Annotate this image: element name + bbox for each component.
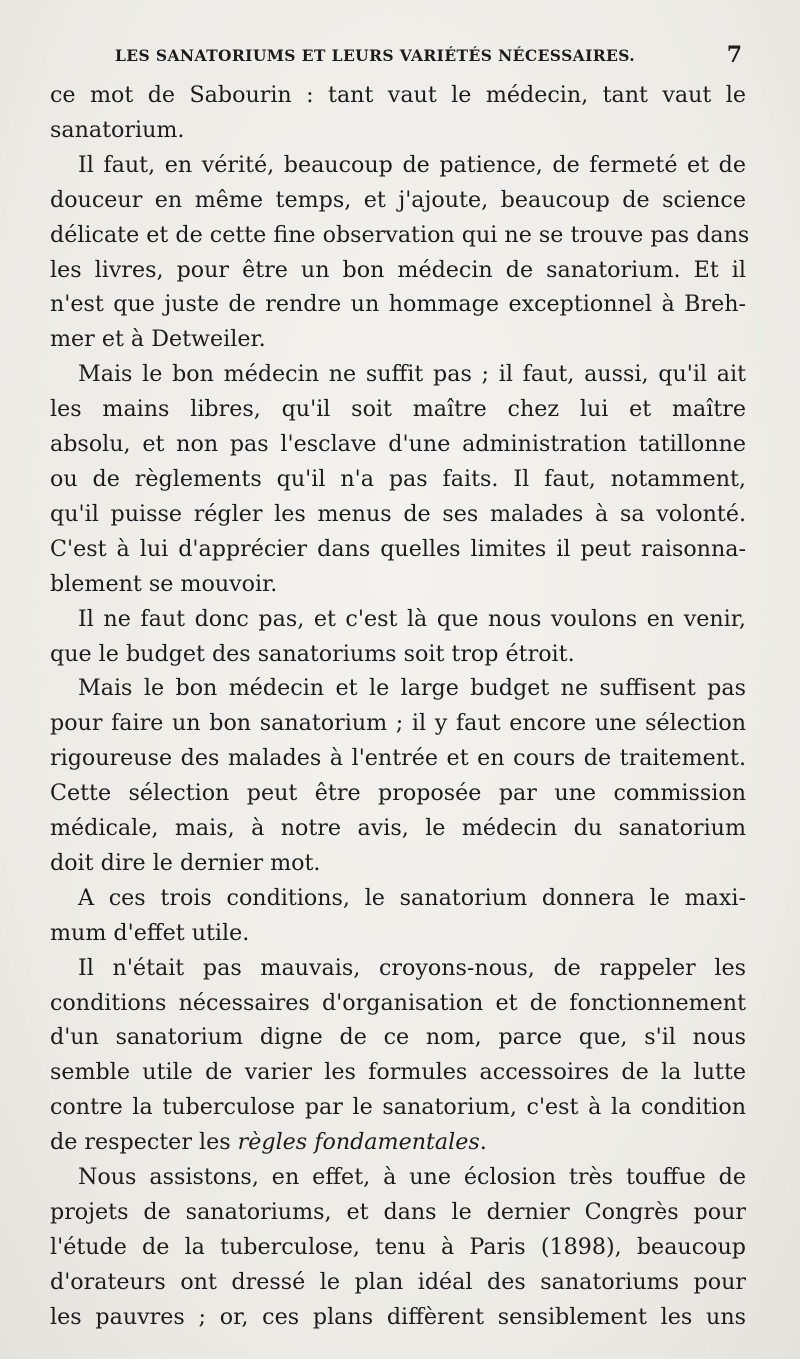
text-line: délicate et de cette fine observation qui ne se trouve pas dans bbox=[50, 221, 750, 248]
text-line: Il ne faut donc pas, et c'est là que nous voulons en venir, bbox=[78, 605, 746, 632]
text-line: l'étude de la tuberculose, tenu à Paris (1898), beaucoup bbox=[50, 1233, 746, 1260]
text-line: projets de sanatoriums, et dans le dernier Congrès pour bbox=[50, 1199, 746, 1225]
text-line: qu'il puisse régler les menus de ses malades à sa volonté. bbox=[50, 500, 746, 527]
italic-phrase: règles fondamentales bbox=[237, 1129, 480, 1156]
text-line: Nous assistons, en effet, à une éclosion très touffue de bbox=[78, 1164, 746, 1191]
text-line: doit dire le dernier mot. bbox=[50, 849, 321, 876]
text-line: absolu, et non pas l'esclave d'une administration tatillonne bbox=[50, 431, 746, 458]
text-line: Mais le bon médecin ne suffit pas ; il faut, aussi, qu'il ait bbox=[78, 361, 746, 388]
body-text bbox=[50, 78, 750, 1335]
text-line: Il faut, en vérité, beaucoup de patience, de fermeté et de bbox=[78, 151, 746, 178]
text-line: que le budget des sanatoriums soit trop étroit. bbox=[50, 640, 575, 667]
paragraph-1 bbox=[50, 78, 746, 148]
text-line bbox=[50, 1125, 746, 1160]
text-line: ou de règlements qu'il n'a pas faits. Il faut, notamment, bbox=[50, 465, 746, 492]
text-line: les pauvres ; or, ces plans diffèrent sensiblement les uns bbox=[50, 1303, 746, 1330]
paragraph-4 bbox=[50, 602, 746, 672]
paragraph-6 bbox=[50, 881, 746, 951]
text-line: A ces trois conditions, le sanatorium donnera le maxi- bbox=[78, 884, 746, 911]
paragraph-2 bbox=[50, 148, 750, 357]
page-number: 7 bbox=[726, 42, 742, 68]
text-line: mum d'effet utile. bbox=[50, 919, 250, 946]
text-line: d'un sanatorium digne de ce nom, parce que, s'il nous bbox=[50, 1024, 746, 1051]
text-line: les mains libres, qu'il soit maître chez lui et maître bbox=[50, 396, 746, 423]
text-line: mer et à Detweiler. bbox=[50, 326, 266, 353]
text-line: C'est à lui d'apprécier dans quelles limites il peut raisonna- bbox=[50, 535, 746, 562]
text-line: ce mot de Sabourin : tant vaut le médecin, tant vaut le bbox=[50, 82, 746, 108]
text-line: blement se mouvoir. bbox=[50, 570, 278, 597]
paragraph-7 bbox=[50, 951, 746, 1160]
running-head bbox=[50, 42, 750, 76]
text-line: n'est que juste de rendre un hommage exceptionnel à Breh- bbox=[50, 291, 746, 318]
text-line: conditions nécessaires d'organisation et de fonctionnement bbox=[50, 989, 746, 1016]
paragraph-3 bbox=[50, 357, 746, 601]
text-line: contre la tuberculose par le sanatorium, c'est à la condition bbox=[50, 1094, 746, 1121]
text-line: sanatorium. bbox=[50, 116, 185, 143]
text-line: Il n'était pas mauvais, croyons-nous, de rappeler les bbox=[78, 954, 746, 981]
text-line: Mais le bon médecin et le large budget ne suffisent pas bbox=[78, 675, 746, 702]
text-line: rigoureuse des malades à l'entrée et en cours de traitement. bbox=[50, 745, 746, 772]
text-line: Cette sélection peut être proposée par une commission bbox=[50, 780, 746, 807]
text-line: douceur en même temps, et j'ajoute, beaucoup de science bbox=[50, 186, 746, 213]
text-line: médicale, mais, à notre avis, le médecin du sanatorium bbox=[50, 815, 746, 842]
text-fragment: de respecter les bbox=[50, 1129, 238, 1156]
paragraph-5 bbox=[50, 671, 746, 880]
text-line: semble utile de varier les formules accessoires de la lutte bbox=[50, 1059, 746, 1086]
text-line: pour faire un bon sanatorium ; il y faut encore une sélection bbox=[50, 710, 746, 737]
running-title: LES SANATORIUMS ET LEURS VARIÉTÉS NÉCESSAIRES. bbox=[115, 46, 636, 65]
text-line: les livres, pour être un bon médecin de sanatorium. Et il bbox=[50, 256, 746, 283]
text-line: d'orateurs ont dressé le plan idéal des sanatoriums pour bbox=[50, 1268, 746, 1295]
text-fragment: . bbox=[479, 1129, 487, 1156]
paragraph-8 bbox=[50, 1160, 746, 1335]
